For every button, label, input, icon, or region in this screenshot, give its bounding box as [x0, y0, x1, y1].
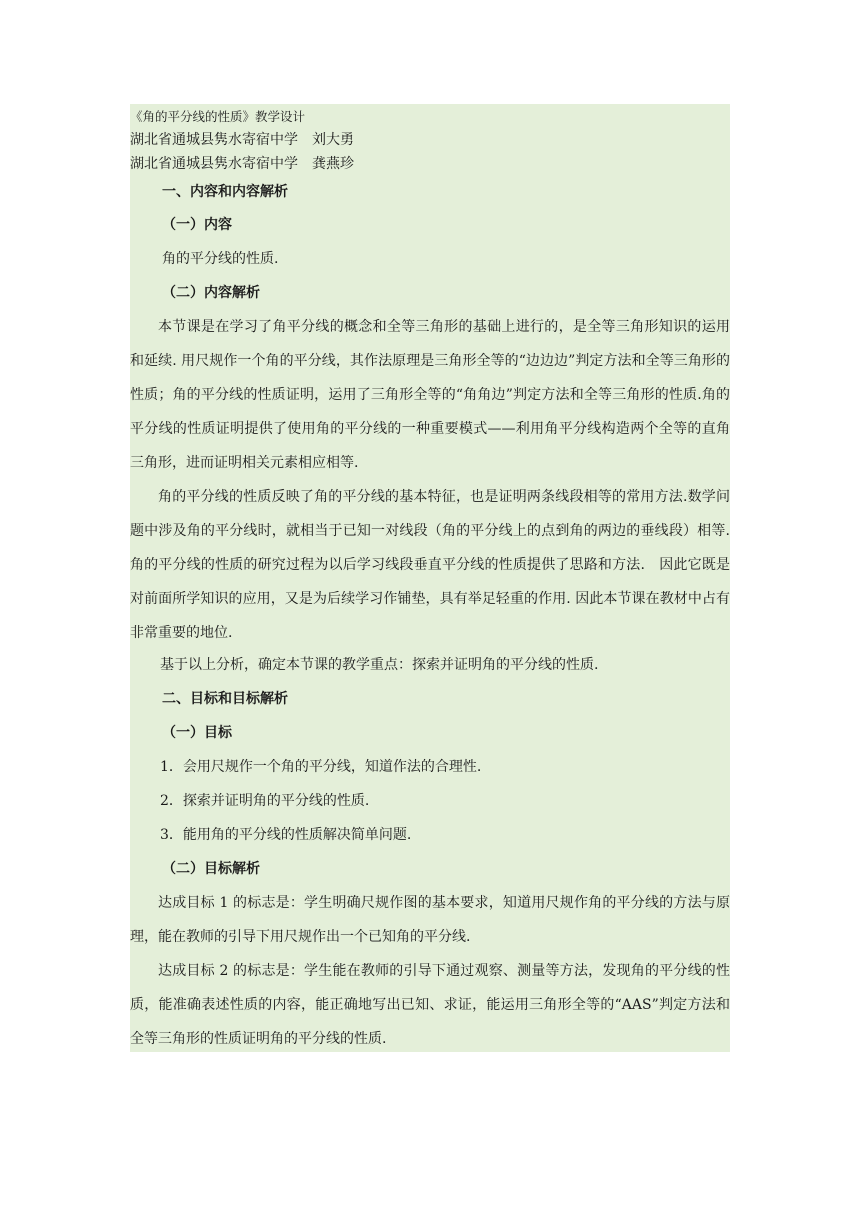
goal-item-2: 2．探索并证明角的平分线的性质.	[160, 793, 370, 809]
goal-analysis-paragraph-1: 达成目标 1 的标志是：学生明确尺规作图的基本要求，知道用尺规作角的平分线的方法与原理，能在教师的引导下用尺规作出一个已知角的平分线.	[130, 895, 730, 945]
subsection-heading-goal-analysis: （二）目标解析	[162, 861, 260, 877]
subsection-heading-goals: （一）目标	[162, 725, 232, 741]
section-heading-1: 一、内容和内容解析	[162, 184, 288, 200]
goal-item-1: 1．会用尺规作一个角的平分线，知道作法的合理性.	[160, 759, 482, 775]
subsection-heading-content: （一）内容	[162, 217, 232, 233]
goal-item-3: 3．能用角的平分线的性质解决简单问题.	[160, 827, 412, 843]
analysis-paragraph-2: 角的平分线的性质反映了角的平分线的基本特征，也是证明两条线段相等的常用方法.数学问题中涉及角的平分线时，就相当于已知一对线段（角的平分线上的点到角的两边的垂线段）相等. 角的平分线的性质的研究过程为以后学习线段垂直平分线的性质提供了思路和方法. 因此它既是对前面所学知识的应用，又是为后续学习作铺垫，具有举足轻重的作用. 因此本节课在教材中占有非常重要的地位.	[130, 489, 730, 641]
analysis-paragraph-1: 本节课是在学习了角平分线的概念和全等三角形的基础上进行的，是全等三角形知识的运用和延续. 用尺规作一个角的平分线，其作法原理是三角形全等的“边边边”判定方法和全等三角形的性质；角的平分线的性质证明，运用了三角形全等的“角角边”判定方法和全等三角形的性质.角的平分线的性质证明提供了使用角的平分线的一种重要模式——利用角平分线构造两个全等的直角三角形，进而证明相关元素相应相等.	[130, 319, 730, 471]
author-line-1: 湖北省通城县隽水寄宿中学 刘大勇	[130, 132, 354, 148]
content-text: 角的平分线的性质.	[162, 251, 279, 267]
document-title: 《角的平分线的性质》教学设计	[130, 109, 306, 124]
subsection-heading-analysis: （二）内容解析	[162, 285, 260, 301]
document-body	[130, 104, 730, 1052]
goal-analysis-paragraph-2: 达成目标 2 的标志是：学生能在教师的引导下通过观察、测量等方法，发现角的平分线的性质，能准确表述性质的内容，能正确地写出已知、求证，能运用三角形全等的“AAS”判定方法和全等三角形的性质证明角的平分线的性质.	[130, 963, 730, 1047]
analysis-paragraph-3: 基于以上分析，确定本节课的教学重点：探索并证明角的平分线的性质.	[160, 657, 599, 673]
author-line-2: 湖北省通城县隽水寄宿中学 龚燕珍	[130, 156, 354, 172]
section-heading-2: 二、目标和目标解析	[162, 691, 288, 707]
